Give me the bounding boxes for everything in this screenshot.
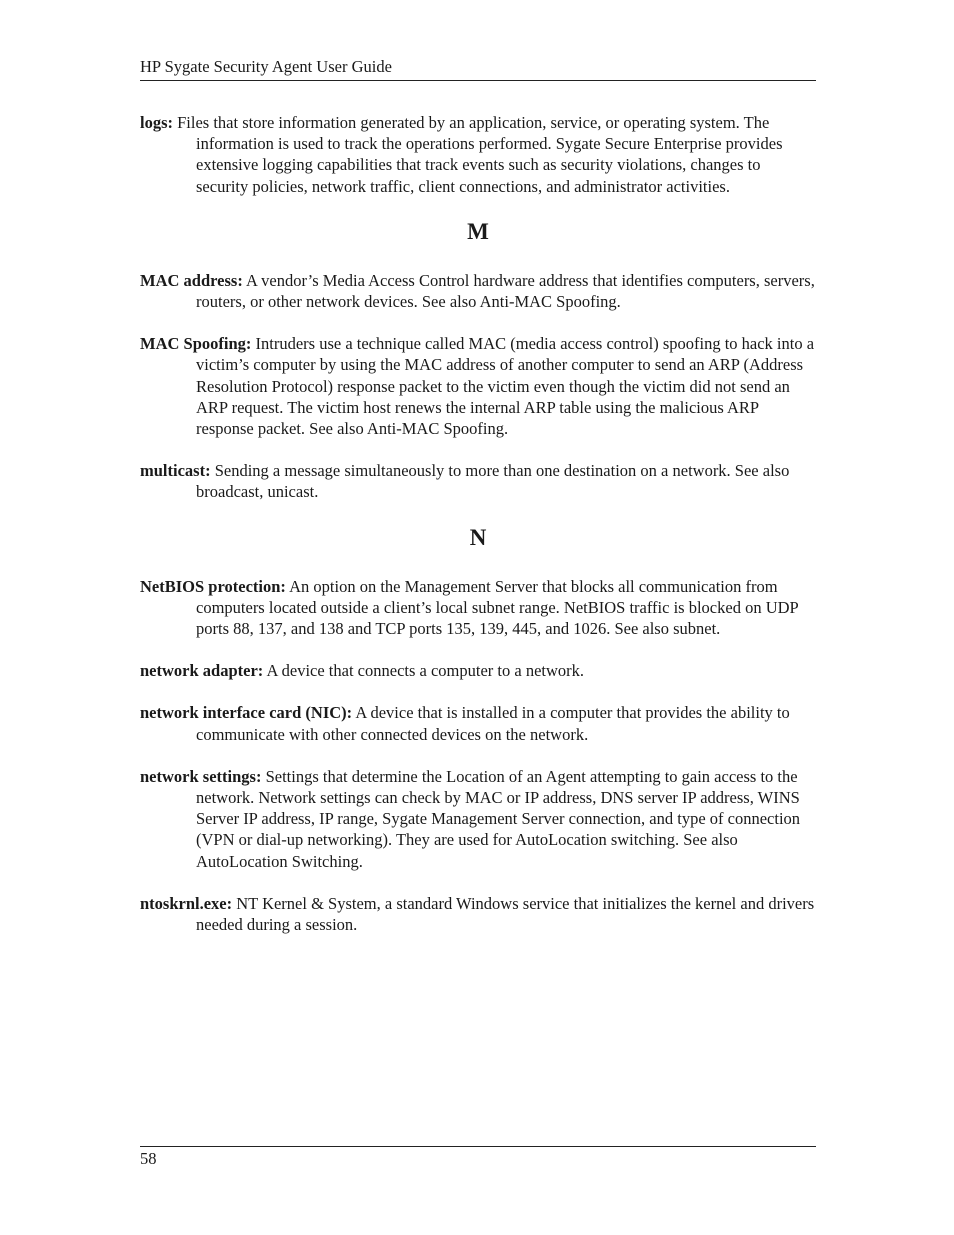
glossary-definition: An option on the Management Server that blocks all communication from computers located outside a client’s local subnet range. NetBIOS traffic is blocked on UDP ports 88, 137, and 138 and TCP ports 135, 139, 445, and 1026. See also subnet. <box>196 576 799 639</box>
glossary-entry-nic <box>140 702 816 744</box>
footer-divider <box>140 1146 816 1147</box>
glossary-term: NetBIOS protection: <box>140 576 286 596</box>
section-heading-n: N <box>469 524 487 550</box>
glossary-term: network interface card (NIC): <box>140 703 353 723</box>
glossary-definition: Files that store information generated by an application, service, or operating system. The information is used to track the operations performed. Sygate Secure Enterprise provides extensive logging capabilities that track events such as security violations, changes to security policies, network traffic, client connections, and administrator activities. <box>173 113 783 196</box>
glossary-term: MAC Spoofing: <box>140 334 252 354</box>
glossary-definition: Settings that determine the Location of an Agent attempting to gain access to the network. Network settings can check by MAC or IP address, DNS server IP address, WINS Server IP address, IP range, Sygate Management Server connection, and type of connection (VPN or dial-up networking). They are used for AutoLocation switching. See also AutoLocation Switching. <box>196 766 801 871</box>
section-heading-m: M <box>467 218 489 244</box>
glossary-body <box>140 112 816 956</box>
glossary-term: ntoskrnl.exe: <box>140 893 233 913</box>
glossary-definition: Intruders use a technique called MAC (media access control) spoofing to hack into a victim’s computer by using the MAC address of another computer to send an ARP (Address Resolution Protocol) response packet to the victim even though the victim did not send an ARP request. The victim host renews the internal ARP table using the malicious ARP response packet. See also Anti-MAC Spoofing. <box>196 334 815 439</box>
glossary-entry-network-settings <box>140 766 816 872</box>
glossary-entry-mac-address <box>140 270 816 312</box>
running-header: HP Sygate Security Agent User Guide <box>140 57 392 76</box>
glossary-term: MAC address: <box>140 270 243 290</box>
glossary-definition: A vendor’s Media Access Control hardware address that identifies computers, servers, routers, or other network devices. See also Anti-MAC Spoofing. <box>196 270 815 312</box>
glossary-definition: A device that connects a computer to a network. <box>263 661 585 681</box>
glossary-definition: NT Kernel & System, a standard Windows service that initializes the kernel and drivers needed during a session. <box>196 893 815 935</box>
glossary-entry-network-adapter <box>140 660 816 681</box>
glossary-entry-mac-spoofing <box>140 333 816 439</box>
page-number: 58 <box>140 1149 157 1168</box>
header-divider <box>140 80 816 81</box>
glossary-term: network adapter: <box>140 661 264 681</box>
glossary-definition: Sending a message simultaneously to more than one destination on a network. See also broadcast, unicast. <box>196 461 790 502</box>
glossary-entry-logs <box>140 112 816 197</box>
glossary-entry-multicast <box>140 460 816 502</box>
glossary-entry-netbios-protection <box>140 576 816 640</box>
glossary-term: multicast: <box>140 461 211 481</box>
glossary-term: network settings: <box>140 766 262 786</box>
glossary-entry-ntoskrnl <box>140 893 816 935</box>
glossary-term: logs: <box>140 113 173 132</box>
glossary-definition: A device that is installed in a computer that provides the ability to communicate with other connected devices on the network. <box>196 703 790 744</box>
